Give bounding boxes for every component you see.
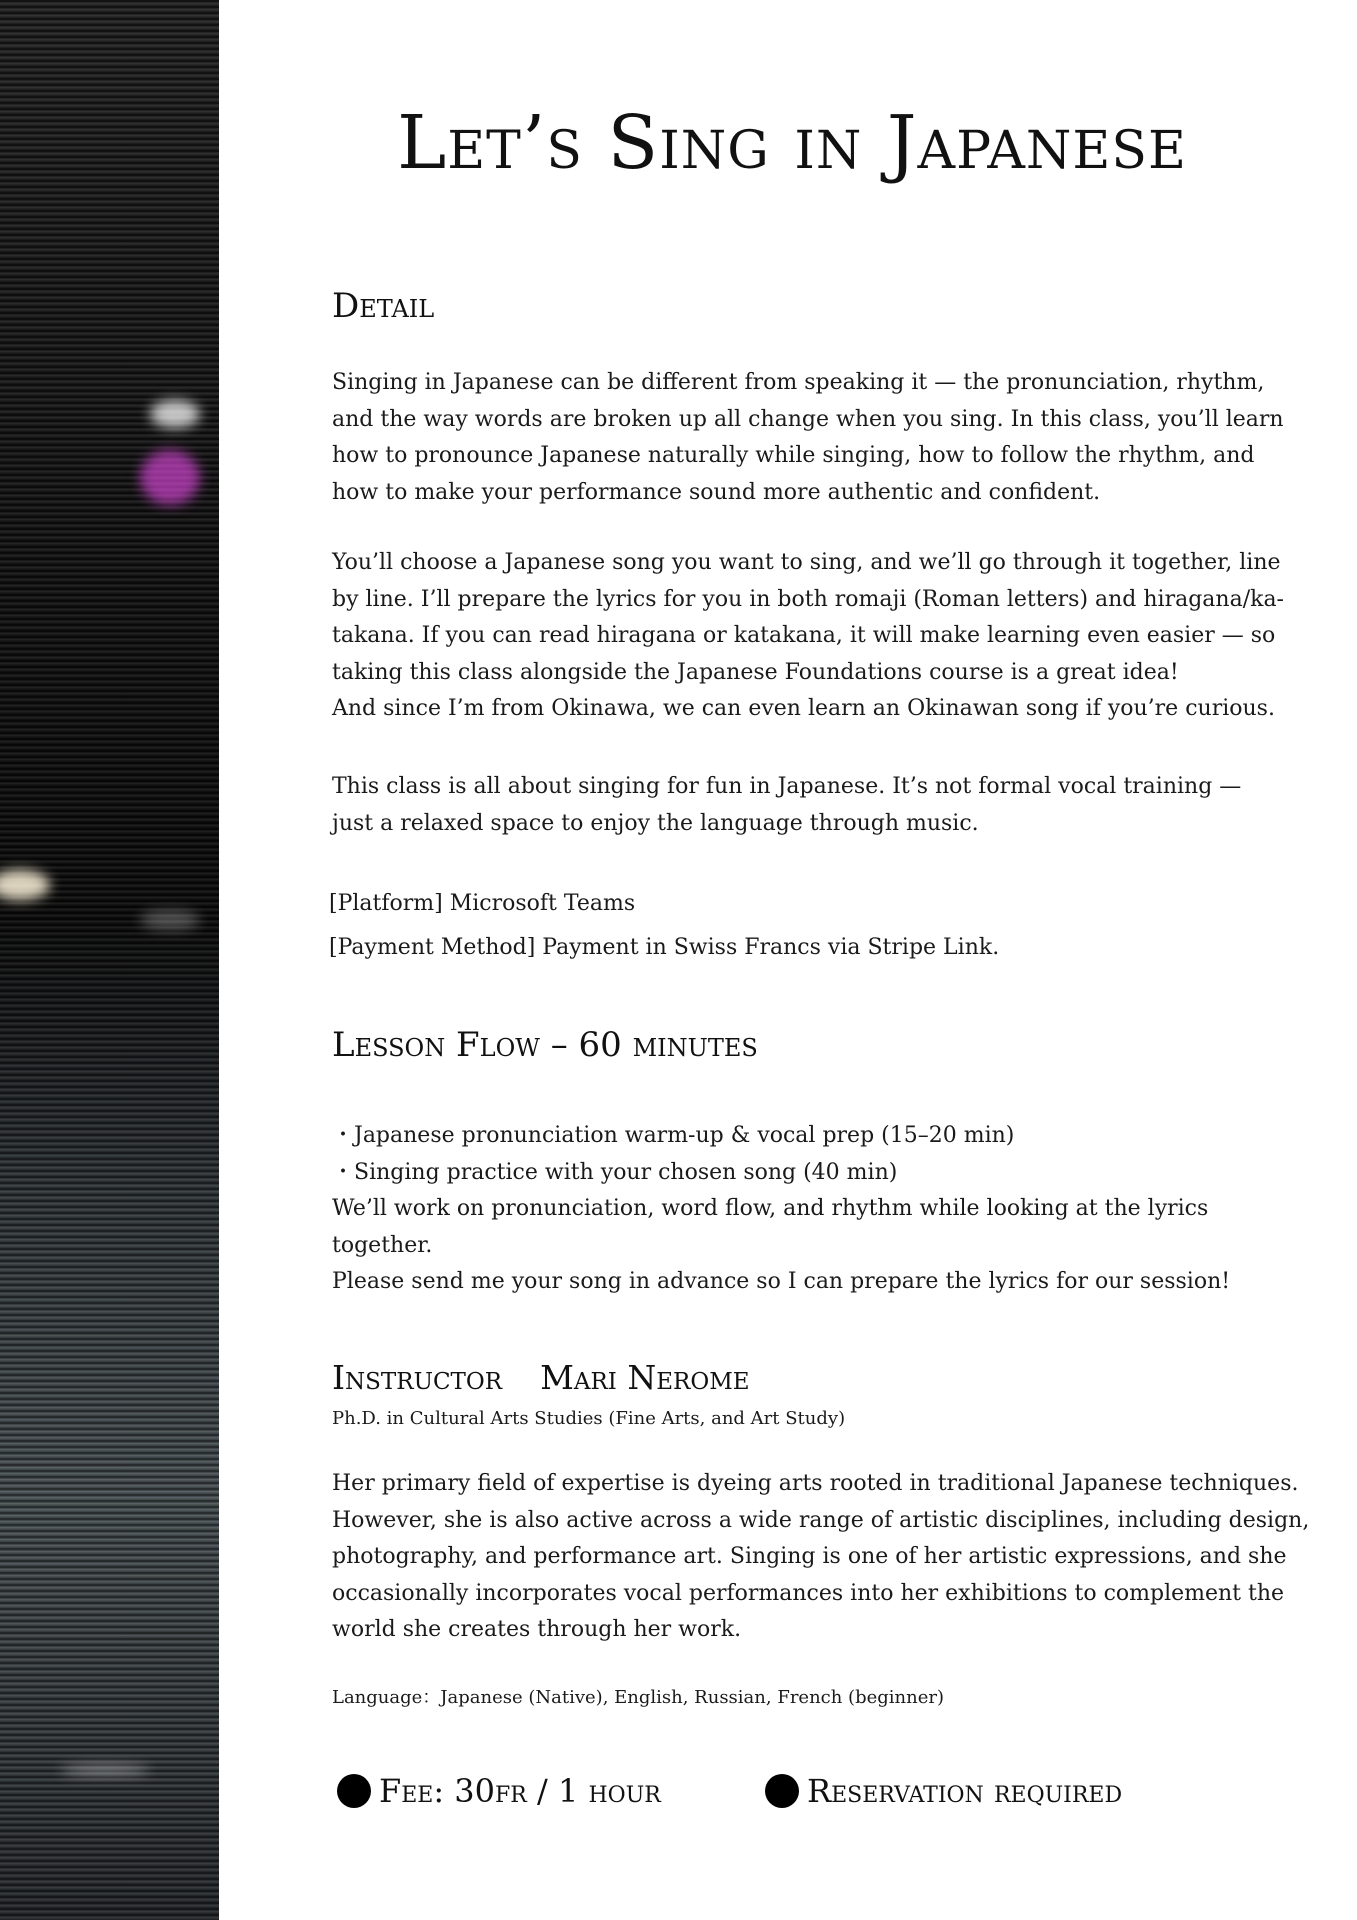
- text-line: occasionally incorporates vocal performances into her exhibitions to complement the: [332, 1580, 1285, 1606]
- detail-paragraph-3: [332, 769, 1252, 842]
- text-line: We’ll work on pronunciation, word flow, and rhythm while looking at the lyrics: [332, 1196, 1209, 1221]
- reservation-item: [765, 1772, 1122, 1810]
- fee-item: [337, 1772, 661, 1810]
- light-glow: [140, 450, 200, 505]
- bullet-dot-icon: [337, 1774, 371, 1808]
- platform-info: [Platform] Microsoft Teams: [329, 891, 636, 916]
- text-line: how to pronounce Japanese naturally while singing, how to follow the rhythm, and: [332, 443, 1255, 468]
- payment-info: [Payment Method] Payment in Swiss Francs via Stripe Link.: [329, 935, 1000, 960]
- text-line: photography, and performance art. Singing is one of her artistic expressions, and she: [332, 1544, 1287, 1569]
- instructor-languages: Language：Japanese (Native), English, Russian, French (beginner): [332, 1687, 944, 1708]
- detail-paragraph-1: [332, 365, 1284, 511]
- fee-text: Fee: 30fr / 1 hour: [379, 1772, 661, 1810]
- lesson-flow-list: [332, 1118, 1252, 1301]
- text-line: Her primary field of expertise is dyeing arts rooted in traditional Japanese techniques.: [332, 1471, 1299, 1496]
- text-line: how to make your performance sound more authentic and confident.: [332, 479, 1101, 505]
- text-line: This class is all about singing for fun in Japanese. It’s not formal vocal training —: [332, 774, 1242, 799]
- text-line: You’ll choose a Japanese song you want to sing, and we’ll go through it together, line: [332, 550, 1281, 575]
- text-line: taking this class alongside the Japanese Foundations course is a great idea!: [332, 659, 1179, 685]
- text-line: together.: [332, 1232, 433, 1258]
- text-line: Singing in Japanese can be different from speaking it — the pronunciation, rhythm,: [332, 370, 1265, 395]
- instructor-bio: [332, 1466, 1310, 1649]
- bullet-dot-icon: [765, 1774, 799, 1808]
- light-glow: [150, 400, 200, 428]
- text-line: and the way words are broken up all change when you sing. In this class, you’ll learn: [332, 406, 1284, 432]
- text-line: And since I’m from Okinawa, we can even learn an Okinawan song if you’re curious.: [332, 696, 1275, 721]
- instructor-label: Instructor: [332, 1358, 503, 1397]
- list-item: ・Japanese pronunciation warm-up & vocal prep (15–20 min): [332, 1123, 1015, 1148]
- light-glow: [0, 870, 50, 900]
- page-title: Let’s Sing in Japanese: [397, 100, 1187, 186]
- detail-paragraph-2: [332, 545, 1284, 728]
- detail-heading: Detail: [332, 286, 435, 326]
- reservation-text: Reservation required: [807, 1772, 1123, 1810]
- text-line: However, she is also active across a wide range of artistic disciplines, including design,: [332, 1507, 1310, 1533]
- instructor-heading: [332, 1358, 750, 1397]
- instructor-credential: Ph.D. in Cultural Arts Studies (Fine Arts, and Art Study): [332, 1408, 846, 1429]
- light-glow: [140, 910, 200, 930]
- text-line: Please send me your song in advance so I can prepare the lyrics for our session!: [332, 1269, 1231, 1294]
- text-line: takana. If you can read hiragana or katakana, it will make learning even easier — so: [332, 623, 1276, 648]
- text-line: by line. I’ll prepare the lyrics for you in both romaji (Roman letters) and hiragana/ka-: [332, 586, 1284, 612]
- list-item: ・Singing practice with your chosen song (40 min): [332, 1159, 898, 1185]
- light-glow: [60, 1765, 150, 1775]
- text-line: just a relaxed space to enjoy the language through music.: [332, 810, 979, 836]
- side-photo-strip: [0, 0, 219, 1920]
- lesson-flow-heading: Lesson Flow – 60 minutes: [332, 1025, 758, 1065]
- instructor-name: Mari Nerome: [540, 1358, 750, 1397]
- text-line: world she creates through her work.: [332, 1617, 742, 1642]
